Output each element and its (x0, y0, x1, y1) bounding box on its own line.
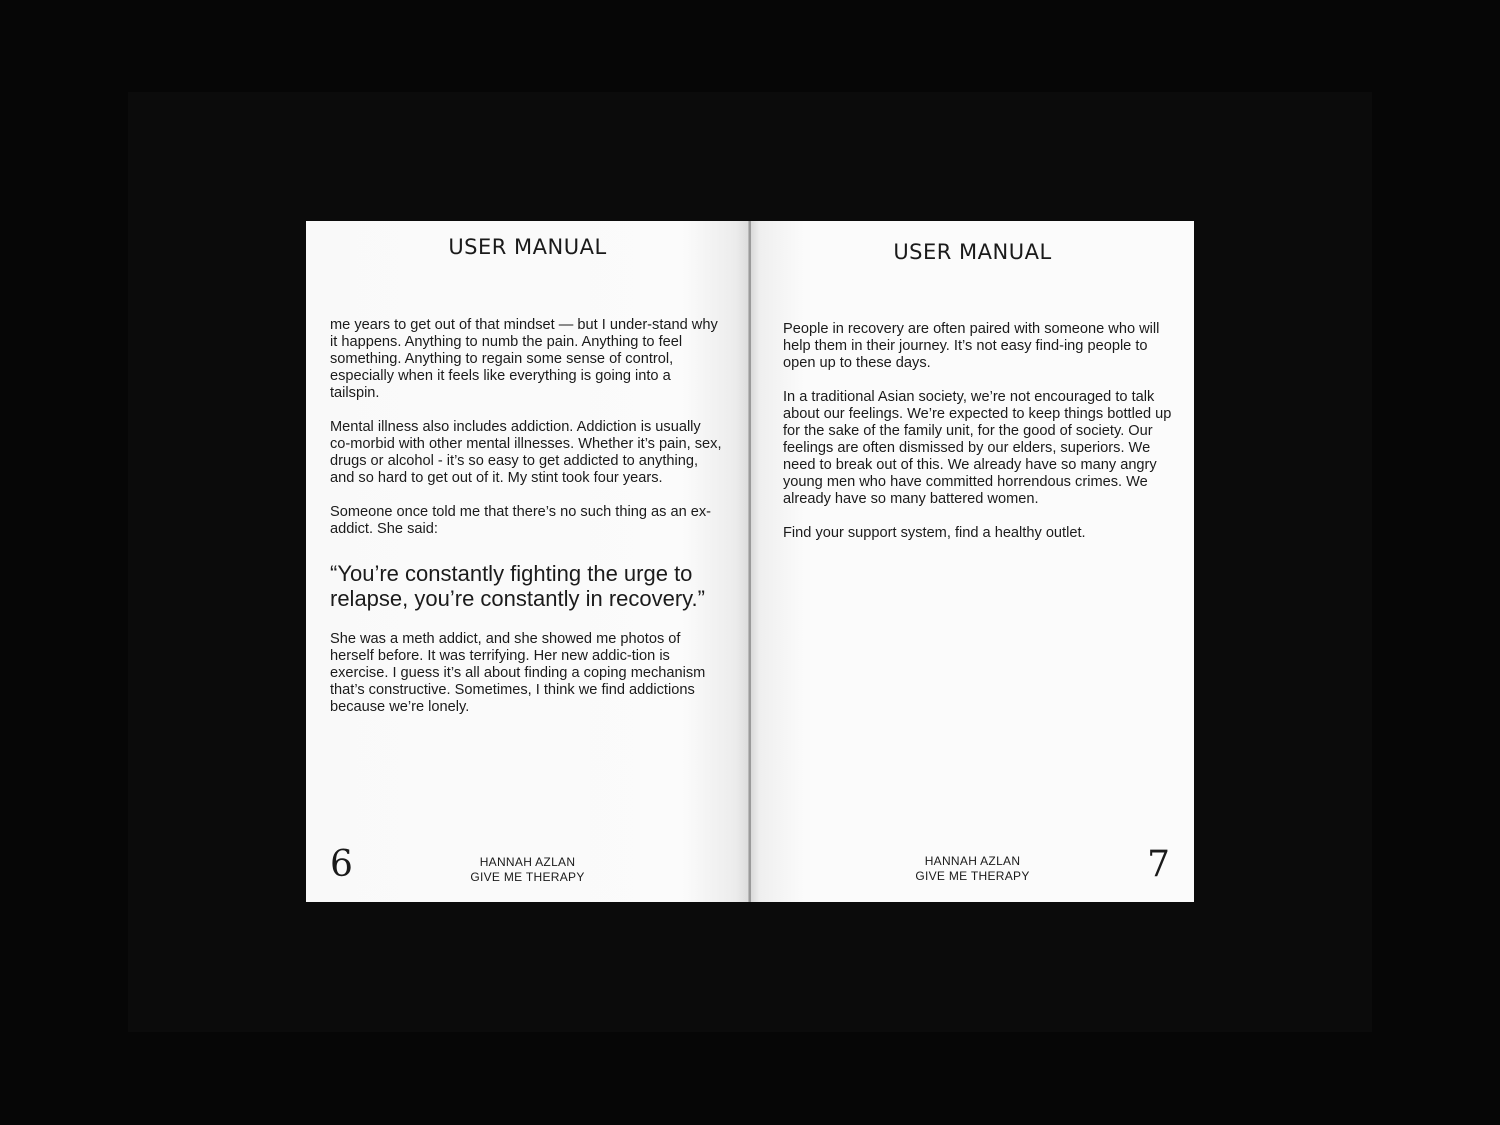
open-booklet (306, 221, 1194, 902)
page-number: 7 (1147, 844, 1170, 885)
body-text (330, 317, 722, 733)
footer-author: HANNAH AZLAN (924, 854, 1021, 868)
right-page (751, 221, 1194, 902)
paragraph: Mental illness also includes addiction. Addiction is usually co-morbid with other mental illnesses. Whether it’s pain, sex, drugs or alcohol - it’s so easy to get addicted to anything, and so hard to get out of it. My stint took four years. (330, 419, 722, 486)
paragraph: Find your support system, find a healthy outlet. (783, 525, 1086, 541)
left-page (306, 221, 749, 902)
footer-title: GIVE ME THERAPY (915, 869, 1030, 883)
footer-author: HANNAH AZLAN (479, 855, 576, 869)
paragraph: People in recovery are often paired with someone who will help them in their journey. It’s not easy find-ing people to open up to these days. (783, 321, 1160, 371)
body-text (783, 321, 1175, 559)
page-footer (751, 854, 1194, 884)
page-footer (306, 855, 749, 885)
footer-title: GIVE ME THERAPY (470, 870, 585, 884)
paragraph: me years to get out of that mindset — but I under-stand why it happens. Anything to numb the pain. Anything to feel something. Anything to regain some sense of control, especially when it feels like everything is going into a tailspin. (330, 317, 718, 401)
pull-quote: “You’re constantly fighting the urge to relapse, you’re constantly in recovery.” (330, 561, 705, 611)
paragraph: She was a meth addict, and she showed me photos of herself before. It was terrifying. Her new addic-tion is exercise. I guess it’s all about finding a coping mechanism that’s constructive. Sometimes, I think we find addictions because we’re lonely. (330, 631, 706, 715)
page-number: 6 (330, 844, 353, 885)
running-head: USER MANUAL (448, 235, 607, 259)
running-head: USER MANUAL (893, 240, 1052, 264)
paragraph: In a traditional Asian society, we’re not encouraged to talk about our feelings. We’re expected to keep things bottled up for the sake of the family unit, for the good of society. Our feelings are often dismissed by our elders, superiors. We need to break out of this. We already have so many angry young men who have committed horrendous crimes. We already have so many battered women. (783, 389, 1172, 507)
paragraph: Someone once told me that there’s no such thing as an ex-addict. She said: (330, 504, 712, 537)
